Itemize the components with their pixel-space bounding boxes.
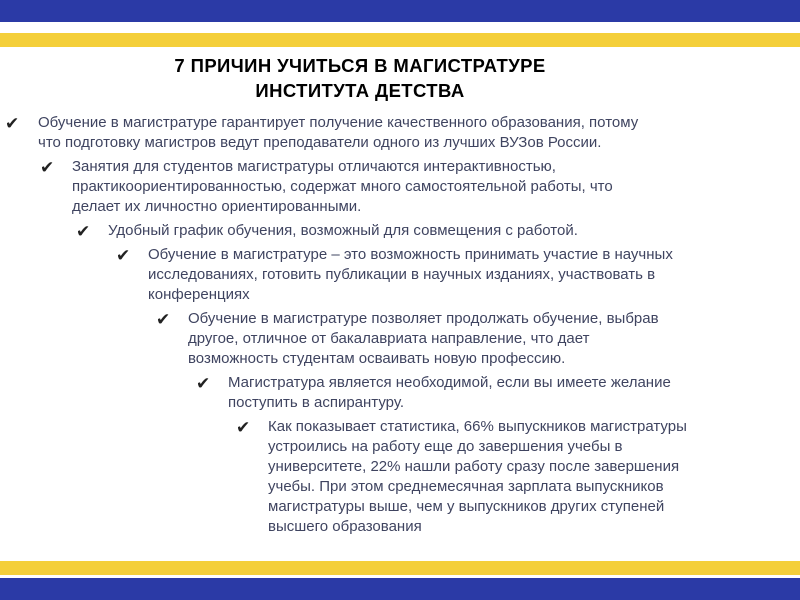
reasons-list	[0, 113, 800, 541]
bottom-blue-band	[0, 578, 800, 600]
bottom-yellow-band	[0, 561, 800, 575]
slide-title	[60, 53, 660, 103]
top-blue-band	[0, 0, 800, 22]
check-mark-icon: ✔	[196, 374, 211, 394]
reason-text-1: Обучение в магистратуре гарантирует получение качественного образования, потому что подготовку магистров ведут преподаватели одного из лучших ВУЗов России.	[38, 114, 639, 151]
reason-item-4	[0, 245, 800, 305]
slide-title-line-2: ИНСТИТУТА ДЕТСТВА	[255, 80, 465, 101]
check-mark-icon: ✔	[40, 158, 55, 178]
check-mark-icon: ✔	[76, 222, 91, 242]
reason-text-5: Обучение в магистратуре позволяет продолжать обучение, выбрав другое, отличное от бакалавриата направление, что дает возможность студентам осваивать новую профессию.	[188, 310, 659, 367]
check-mark-icon: ✔	[156, 310, 171, 330]
reason-item-2	[0, 157, 800, 217]
check-mark-icon: ✔	[116, 246, 131, 266]
reason-item-3	[0, 221, 800, 241]
slide-title-line-1: 7 ПРИЧИН УЧИТЬСЯ В МАГИСТРАТУРЕ	[174, 55, 546, 76]
reason-text-2: Занятия для студентов магистратуры отличаются интерактивностью, практикоориентированностью, содержат много самостоятельной работы, что делает их личностно ориентированными.	[72, 158, 613, 215]
reason-item-1	[0, 113, 800, 153]
check-mark-icon: ✔	[5, 114, 20, 134]
reason-text-6: Магистратура является необходимой, если вы имеете желание поступить в аспирантуру.	[228, 374, 671, 411]
check-mark-icon: ✔	[236, 418, 251, 438]
reason-item-7	[0, 417, 800, 537]
reason-text-4: Обучение в магистратуре – это возможность принимать участие в научных исследованиях, готовить публикации в научных изданиях, участвовать в конференциях	[148, 246, 673, 303]
reason-item-6	[0, 373, 800, 413]
reason-text-7: Как показывает статистика, 66% выпускников магистратуры устроились на работу еще до завершения учебы в университете, 22% нашли работу сразу после завершения учебы. При этом среднемесячная зарплата выпускников магистратуры выше, чем у выпускников других ступеней высшего образования	[268, 418, 687, 535]
reason-text-3: Удобный график обучения, возможный для совмещения с работой.	[108, 222, 578, 239]
reason-item-5	[0, 309, 800, 369]
top-yellow-band	[0, 33, 800, 47]
